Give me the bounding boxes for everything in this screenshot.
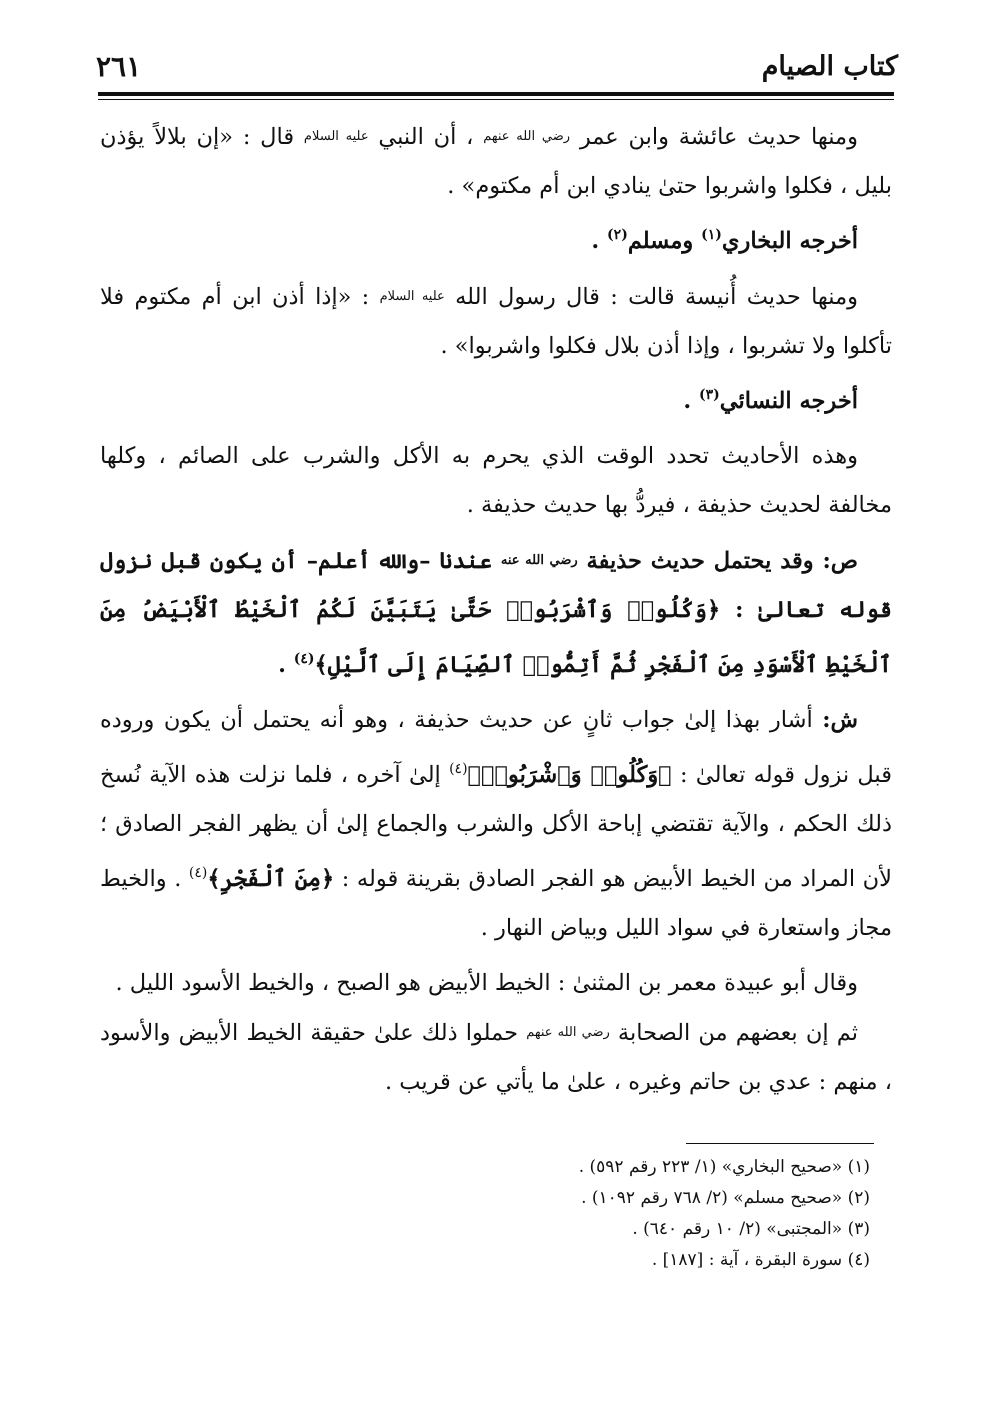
footnote-2: (٢) «صحيح مسلم» (٢/ ٧٦٨ رقم ١٠٩٢) . (581, 1188, 870, 1208)
text-run: ، أن النبي (368, 124, 484, 150)
main-text (100, 112, 892, 1107)
paragraph-hadith-unaysa (100, 272, 892, 371)
text-run: ومنها حديث عائشة وابن عمر (570, 124, 858, 150)
footnote-ref-4: (٤) (293, 651, 315, 667)
paragraph-conclusion: وهذه الأحاديث تحدد الوقت الذي يحرم به الأكل والشرب على الصائم ، وكلها مخالفة لحديث حذيفة ، فيردُّ بها حديث حذيفة . (100, 443, 892, 518)
header-rule-thin (98, 99, 894, 100)
footnote-separator (686, 1143, 874, 1144)
text-run: أشار بهذا إلىٰ جواب ثانٍ عن حديث حذيفة ، وهو أنه يحتمل أن يكون وروده قبل نزول قوله تعالىٰ : (100, 707, 892, 788)
footnote-ref-3: (٣) (698, 387, 720, 403)
footnote-ref-1: (١) (701, 227, 722, 243)
text-run: ومسلم (627, 228, 702, 254)
paragraph-matn (100, 536, 892, 690)
text-run: . (591, 228, 608, 254)
text-run: أخرجه البخاري (721, 228, 858, 254)
text-run: . والخيط مجاز واستعارة في سواد الليل وبياض النهار . (100, 866, 892, 941)
paragraph-sahaba (100, 1008, 892, 1107)
footnote-1: (١) «صحيح البخاري» (١/ ٢٢٣ رقم ٥٩٢) . (578, 1157, 870, 1177)
paragraph-takhrij-2 (100, 371, 892, 426)
quran-verse: ﴿مِنَ ٱلْفَجْرِ﴾ (207, 866, 335, 892)
page-header (88, 40, 898, 92)
text-run: إلىٰ آخره ، فلما نزلت هذه الآية نُسخ ذلك الحكم ، والآية تقتضي إباحة الأكل والشرب والجماع إلىٰ أن يظهر الفجر الصادق ؛ لأن المراد من الخيط الأبيض هو الفجر الصادق بقرينة قوله : (100, 762, 892, 892)
footnote-ref-4: (٤) (188, 865, 208, 881)
footnote-4: (٤) سورة البقرة ، آية : [١٨٧] . (651, 1250, 870, 1270)
footnote-ref-4: (٤) (449, 761, 468, 777)
quran-verse: ﴿وَكُلُوا۟ وَٱشْرَبُوا۟﴾ (467, 762, 672, 788)
paragraph-abu-ubayda: وقال أبو عبيدة معمر بن المثنىٰ : الخيط الأبيض هو الصبح ، والخيط الأسود الليل . (115, 970, 858, 996)
quran-verse: ﴿وَكُلُوا۟ وَٱشْرَبُوا۟ حَتَّىٰ يَتَبَيَّنَ لَكُمُ ٱلْخَيْطُ ٱلْأَبْيَضُ مِنَ ٱلْخَيْطِ ٱلْأَسْوَدِ مِنَ ٱلْفَجْرِ ثُمَّ أَتِمُّوا۟ ٱلصِّيَامَ إِلَى ٱلَّيْلِ﴾ (100, 597, 892, 678)
text-run: أخرجه النسائي (719, 388, 858, 414)
paragraph-hadith-aisha (100, 112, 892, 211)
text-run: عندنا –والله أعلم– أن يكون قبل نزول قوله تعالىٰ : (100, 548, 892, 623)
header-rule-thick (98, 92, 894, 96)
footnotes (100, 1152, 874, 1276)
footnote-ref-2: (٢) (607, 227, 628, 243)
chapter-title: كتاب الصيام (761, 50, 898, 82)
text-run: . (683, 388, 699, 414)
text-run: قال : «إن بلالاً يؤذن بليل ، فكلوا واشربوا حتىٰ ينادي ابن أم مكتوم» . (100, 124, 892, 199)
text-run: : «إذا أذن ابن أم مكتوم فلا تأكلوا ولا تشربوا ، وإذا أذن بلال فكلوا واشربوا» . (100, 284, 892, 359)
footnote-3: (٣) «المجتبى» (٢/ ١٠ رقم ٦٤٠) . (632, 1219, 870, 1239)
text-run: ص: وقد يحتمل حديث حذيفة (577, 548, 858, 574)
text-run: حملوا ذلك علىٰ حقيقة الخيط الأبيض والأسود ، منهم : عدي بن حاتم وغيره ، علىٰ ما يأتي عن قريب . (100, 1020, 892, 1095)
text-run: ومنها حديث أُنيسة قالت : قال رسول الله (444, 284, 858, 310)
honorific-glyph: رضي الله عنهم (526, 1025, 610, 1040)
honorific-glyph: عليه السلام (303, 129, 369, 144)
honorific-glyph: رضي الله عنه (500, 553, 578, 568)
page-number: ٢٦١ (96, 49, 142, 83)
text-run: . (278, 652, 294, 678)
honorific-glyph: رضي الله عنهم (483, 129, 571, 144)
paragraph-sharh (100, 696, 892, 953)
text-run: ثم إن بعضهم من الصحابة (609, 1020, 858, 1046)
paragraph-takhrij-1 (100, 211, 892, 266)
sharh-label: ش: (822, 707, 858, 733)
honorific-glyph: عليه السلام (379, 289, 445, 304)
